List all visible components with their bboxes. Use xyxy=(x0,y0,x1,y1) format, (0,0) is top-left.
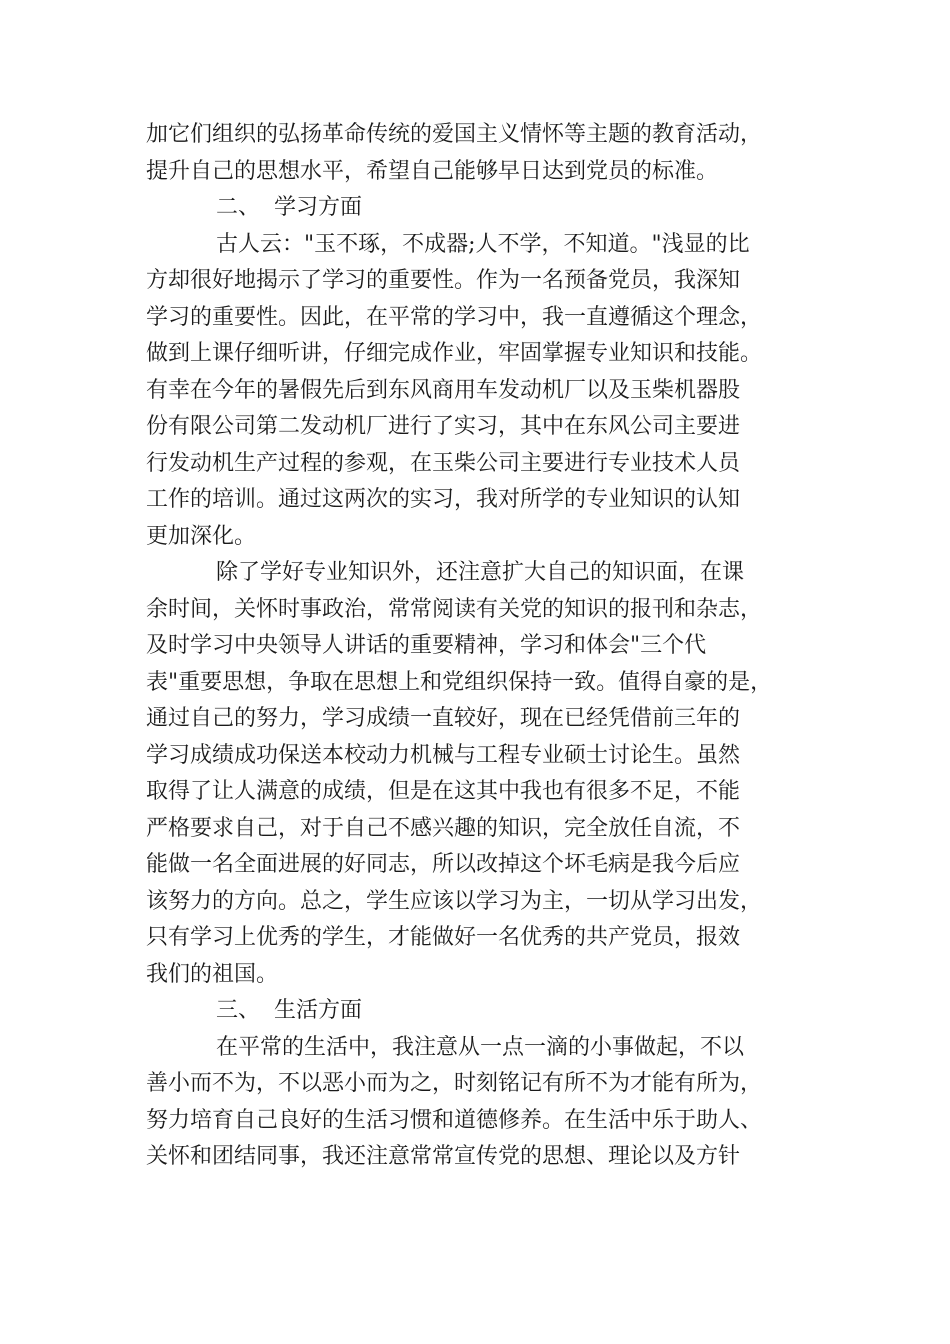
document-body xyxy=(146,117,826,1176)
text-line: 表"重要思想，争取在思想上和党组织保持一致。值得自豪的是， xyxy=(146,669,773,695)
text-line: 有幸在今年的暑假先后到东风商用车发动机厂以及玉柴机器股 xyxy=(146,377,741,403)
text-line: 该努力的方向。总之，学生应该以学习为主，一切从学习出发， xyxy=(146,888,763,914)
text-line: 加它们组织的弘扬革命传统的爱国主义情怀等主题的教育活动， xyxy=(146,122,763,147)
text-line: 学习的重要性。因此，在平常的学习中，我一直遵循这个理念， xyxy=(146,304,763,330)
text-line: 努力培育自己良好的生活习惯和道德修养。在生活中乐于助人、 xyxy=(146,1107,763,1133)
text-line: 只有学习上优秀的学生，才能做好一名优秀的共产党员，报效 xyxy=(146,925,741,950)
text-line: 工作的培训。通过这两次的实习，我对所学的专业知识的认知 xyxy=(146,487,741,512)
text-line: 做到上课仔细听讲，仔细完成作业，牢固掌握专业知识和技能。 xyxy=(146,341,763,366)
section-title: 生活方面 xyxy=(274,998,363,1023)
text-line: 更加深化。 xyxy=(146,523,257,549)
section-heading xyxy=(146,190,826,227)
text-line: 通过自己的努力，学习成绩一直较好，现在已经凭借前三年的 xyxy=(146,706,741,731)
text-line: 方却很好地揭示了学习的重要性。作为一名预备党员，我深知 xyxy=(146,268,741,293)
text-line: 关怀和团结同事，我还注意常常宣传党的思想、理论以及方针 xyxy=(146,1144,741,1169)
text-line: 学习成绩成功保送本校动力机械与工程专业硕士讨论生。虽然 xyxy=(146,742,741,768)
text-line: 行发动机生产过程的参观，在玉柴公司主要进行专业技术人员 xyxy=(146,450,741,476)
text-line: 除了学好专业知识外，还注意扩大自己的知识面，在课 xyxy=(216,560,745,585)
section-heading xyxy=(146,993,826,1030)
text-line: 能做一名全面进展的好同志，所以改掉这个坏毛病是我今后应 xyxy=(146,852,741,877)
section-number: 二、 xyxy=(216,195,261,220)
text-line: 严格要求自己，对于自己不感兴趣的知识，完全放任自流，不 xyxy=(146,815,741,841)
text-line: 余时间，关怀时事政治，常常阅读有关党的知识的报刊和杂志， xyxy=(146,596,763,622)
text-line: 取得了让人满意的成绩，但是在这其中我也有很多不足，不能 xyxy=(146,779,741,804)
text-line: 及时学习中央领导人讲话的重要精神，学习和体会"三个代 xyxy=(146,633,707,658)
section-title: 学习方面 xyxy=(274,195,363,220)
text-line: 我们的祖国。 xyxy=(146,961,279,987)
text-line: 古人云："玉不琢，不成器;人不学，不知道。"浅显的比 xyxy=(216,231,750,257)
text-line: 善小而不为，不以恶小而为之，时刻铭记有所不为才能有所为， xyxy=(146,1071,763,1096)
text-line: 份有限公司第二发动机厂进行了实习，其中在东风公司主要进 xyxy=(146,414,741,439)
text-line: 提升自己的思想水平，希望自己能够早日达到党员的标准。 xyxy=(146,158,719,184)
section-number: 三、 xyxy=(216,998,261,1023)
text-line: 在平常的生活中，我注意从一点一滴的小事做起，不以 xyxy=(216,1034,745,1060)
